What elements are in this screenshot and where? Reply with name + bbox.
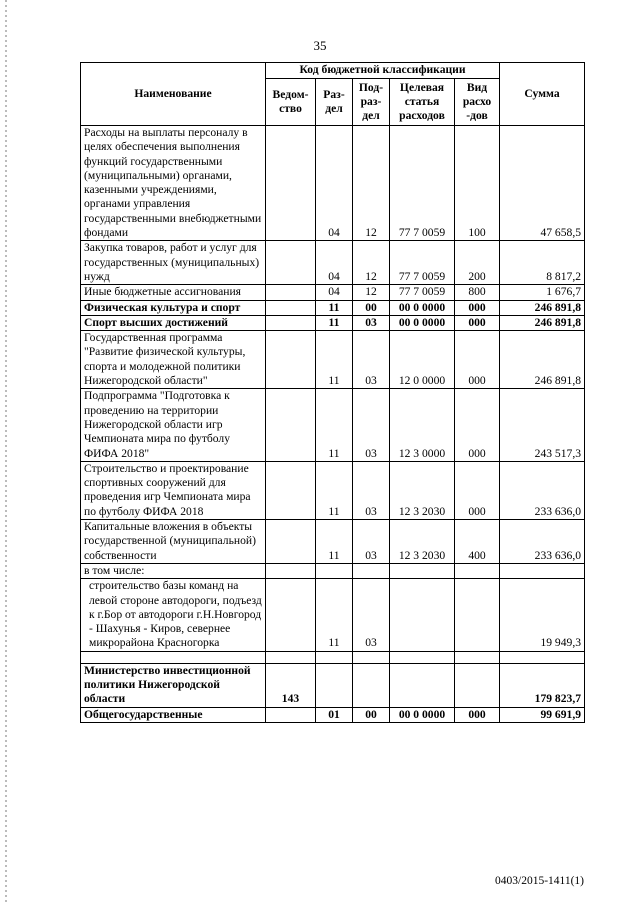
row-podrazdel: 00 xyxy=(353,707,390,722)
row-name: Министерство инвестиционной политики Нижегородской области xyxy=(81,663,266,707)
row-podrazdel: 00 xyxy=(353,300,390,315)
row-sum: 19 949,3 xyxy=(500,579,585,651)
table-row xyxy=(81,241,585,285)
row-vedom xyxy=(266,389,316,461)
row-target xyxy=(390,579,455,651)
row-vid: 400 xyxy=(455,520,500,564)
row-razdel: 01 xyxy=(316,707,353,722)
row-target: 12 0 0000 xyxy=(390,331,455,389)
row-razdel: 11 xyxy=(316,520,353,564)
row-sum xyxy=(500,651,585,663)
row-vid: 000 xyxy=(455,707,500,722)
row-vedom xyxy=(266,651,316,663)
header-razdel: Раз-дел xyxy=(316,79,353,126)
header-podrazdel: Под-раз-дел xyxy=(353,79,390,126)
row-target: 12 3 0000 xyxy=(390,389,455,461)
table-row xyxy=(81,563,585,578)
row-name: Закупка товаров, работ и услуг для государственных (муниципальных) нужд xyxy=(81,241,266,285)
table-body xyxy=(81,126,585,723)
row-target: 77 7 0059 xyxy=(390,241,455,285)
row-vid: 000 xyxy=(455,389,500,461)
row-vid: 000 xyxy=(455,315,500,330)
row-vid: 000 xyxy=(455,300,500,315)
table-row xyxy=(81,300,585,315)
row-vedom xyxy=(266,520,316,564)
row-vid: 000 xyxy=(455,461,500,519)
row-name: Строительство и проектирование спортивных сооружений для проведения игр Чемпионата мира по футболу ФИФА 2018 xyxy=(81,461,266,519)
budget-table xyxy=(80,62,585,723)
row-target xyxy=(390,651,455,663)
row-sum: 246 891,8 xyxy=(500,315,585,330)
row-sum: 246 891,8 xyxy=(500,300,585,315)
row-name: Общегосударственные xyxy=(81,707,266,722)
row-target: 77 7 0059 xyxy=(390,126,455,241)
table-row xyxy=(81,651,585,663)
row-target: 00 0 0000 xyxy=(390,300,455,315)
row-vid: 000 xyxy=(455,331,500,389)
row-name: Физическая культура и спорт xyxy=(81,300,266,315)
row-target xyxy=(390,663,455,707)
row-target: 00 0 0000 xyxy=(390,707,455,722)
scan-edge xyxy=(5,0,7,905)
table-row xyxy=(81,285,585,300)
header-group: Код бюджетной классификации xyxy=(266,63,500,79)
row-podrazdel: 03 xyxy=(353,579,390,651)
row-podrazdel xyxy=(353,663,390,707)
row-vedom xyxy=(266,331,316,389)
row-target: 12 3 2030 xyxy=(390,461,455,519)
row-razdel: 04 xyxy=(316,241,353,285)
row-razdel: 11 xyxy=(316,389,353,461)
row-sum xyxy=(500,563,585,578)
row-vedom xyxy=(266,461,316,519)
table-row xyxy=(81,707,585,722)
row-vedom xyxy=(266,285,316,300)
row-vedom xyxy=(266,126,316,241)
row-vid xyxy=(455,663,500,707)
header-target: Целевая статья расходов xyxy=(390,79,455,126)
table-row xyxy=(81,663,585,707)
row-vedom: 143 xyxy=(266,663,316,707)
table-row xyxy=(81,126,585,241)
document-code: 0403/2015-1411(1) xyxy=(495,875,585,887)
row-razdel xyxy=(316,651,353,663)
row-vid xyxy=(455,563,500,578)
row-razdel: 11 xyxy=(316,579,353,651)
row-name: Государственная программа "Развитие физической культуры, спорта и молодежной политики Нижегородской области" xyxy=(81,331,266,389)
row-podrazdel: 03 xyxy=(353,315,390,330)
header-vid: Вид расхо -дов xyxy=(455,79,500,126)
row-vedom xyxy=(266,300,316,315)
row-name: Спорт высших достижений xyxy=(81,315,266,330)
row-razdel xyxy=(316,563,353,578)
row-target: 77 7 0059 xyxy=(390,285,455,300)
row-name: Капитальные вложения в объекты государственной (муниципальной) собственности xyxy=(81,520,266,564)
table-row xyxy=(81,461,585,519)
row-target: 00 0 0000 xyxy=(390,315,455,330)
row-vid: 200 xyxy=(455,241,500,285)
row-sum: 246 891,8 xyxy=(500,331,585,389)
header-vedom: Ведом-ство xyxy=(266,79,316,126)
row-sum: 99 691,9 xyxy=(500,707,585,722)
row-podrazdel: 03 xyxy=(353,461,390,519)
row-podrazdel: 03 xyxy=(353,520,390,564)
row-name xyxy=(81,651,266,663)
row-podrazdel: 12 xyxy=(353,126,390,241)
row-razdel: 11 xyxy=(316,315,353,330)
row-vedom xyxy=(266,707,316,722)
row-sum: 243 517,3 xyxy=(500,389,585,461)
row-razdel: 04 xyxy=(316,126,353,241)
row-razdel: 04 xyxy=(316,285,353,300)
row-name: Иные бюджетные ассигнования xyxy=(81,285,266,300)
page-number: 35 xyxy=(313,38,327,53)
row-podrazdel: 12 xyxy=(353,285,390,300)
row-name: в том числе: xyxy=(81,563,266,578)
row-razdel: 11 xyxy=(316,300,353,315)
row-sum: 233 636,0 xyxy=(500,520,585,564)
row-sum: 8 817,2 xyxy=(500,241,585,285)
row-sum: 233 636,0 xyxy=(500,461,585,519)
row-podrazdel xyxy=(353,563,390,578)
row-name: Подпрограмма "Подготовка к проведению на территории Нижегородской области игр Чемпионата мира по футболу ФИФА 2018" xyxy=(81,389,266,461)
row-podrazdel xyxy=(353,651,390,663)
row-vedom xyxy=(266,579,316,651)
row-razdel: 11 xyxy=(316,331,353,389)
row-razdel: 11 xyxy=(316,461,353,519)
table-row xyxy=(81,315,585,330)
row-vid: 100 xyxy=(455,126,500,241)
row-vedom xyxy=(266,241,316,285)
row-name: строительство базы команд на левой стороне автодороги, подъезд к г.Бор от автодороги г.Н.Новгород - Шахунья - Киров, севернее микрорайона Красногорка xyxy=(81,579,266,651)
header-sum: Сумма xyxy=(500,63,585,126)
row-sum: 47 658,5 xyxy=(500,126,585,241)
row-sum: 179 823,7 xyxy=(500,663,585,707)
table-row xyxy=(81,389,585,461)
row-target: 12 3 2030 xyxy=(390,520,455,564)
row-target xyxy=(390,563,455,578)
table-row xyxy=(81,520,585,564)
table-row xyxy=(81,579,585,651)
header-name: Наименование xyxy=(81,63,266,126)
row-vedom xyxy=(266,563,316,578)
row-podrazdel: 03 xyxy=(353,389,390,461)
row-razdel xyxy=(316,663,353,707)
row-podrazdel: 12 xyxy=(353,241,390,285)
table-row xyxy=(81,331,585,389)
row-vedom xyxy=(266,315,316,330)
row-vid xyxy=(455,579,500,651)
row-vid: 800 xyxy=(455,285,500,300)
row-vid xyxy=(455,651,500,663)
row-sum: 1 676,7 xyxy=(500,285,585,300)
row-name: Расходы на выплаты персоналу в целях обеспечения выполнения функций государственными (муниципальными) органами, казенными учреждениями, органами управления государственными внебюджетными фондами xyxy=(81,126,266,241)
row-podrazdel: 03 xyxy=(353,331,390,389)
